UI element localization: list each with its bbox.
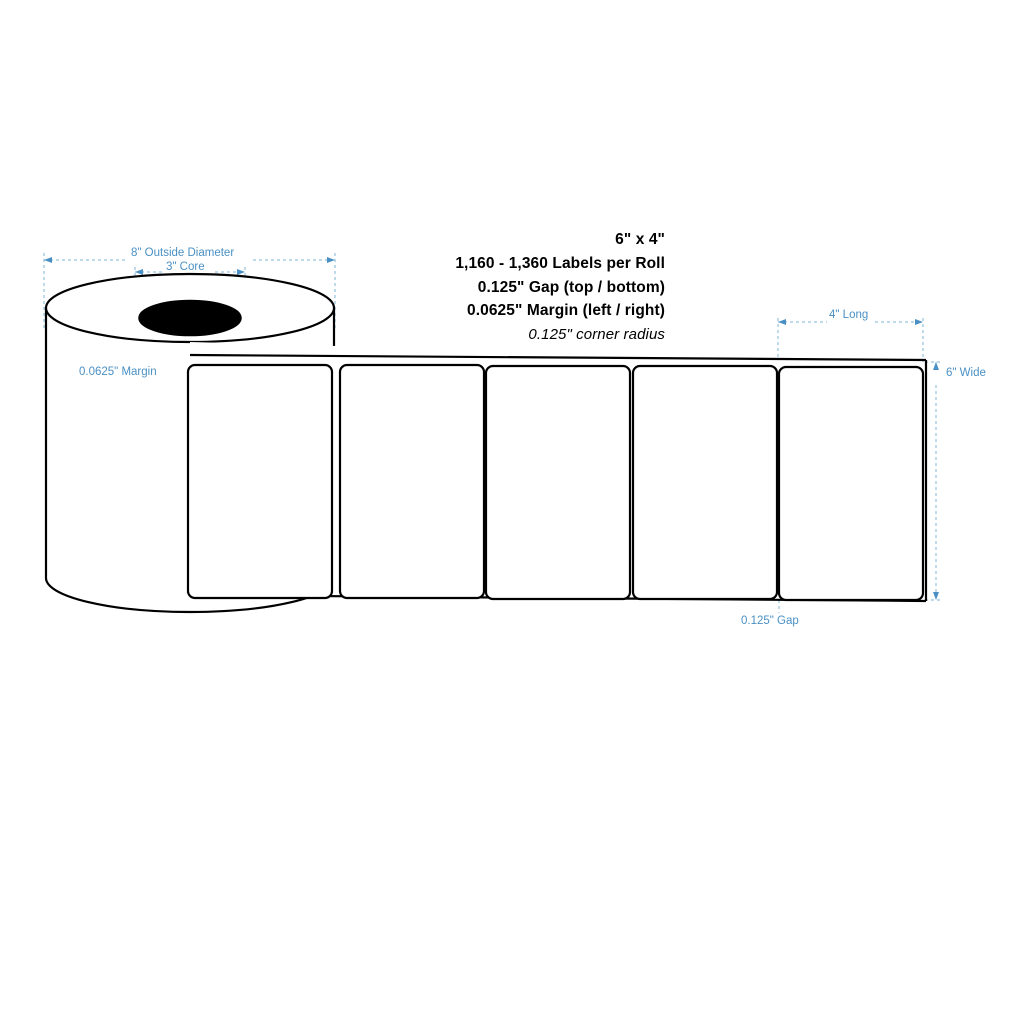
spec-labels-per-roll: 1,160 - 1,360 Labels per Roll <box>455 254 665 272</box>
spec-margin: 0.0625" Margin (left / right) <box>466 302 665 320</box>
dim-label-long: 4" Long <box>829 309 869 321</box>
dim-web-wide: 6" Wide <box>946 367 986 379</box>
dim-label-gap: 0.125" Gap <box>741 615 799 627</box>
label-item <box>188 365 332 598</box>
specification-block <box>380 232 665 342</box>
dim-margin-left: 0.0625" Margin <box>79 366 157 378</box>
spec-size: 6" x 4" <box>615 231 665 248</box>
label-item <box>779 367 923 600</box>
dim-outside-diameter: 8" Outside Diameter <box>131 247 235 259</box>
dim-core: 3" Core <box>166 261 205 273</box>
label-group <box>188 365 923 600</box>
spec-gap: 0.125" Gap (top / bottom) <box>477 278 665 296</box>
roll-core-hole <box>139 301 241 336</box>
label-item <box>340 365 484 598</box>
label-item <box>633 366 777 599</box>
spec-corner-radius: 0.125" corner radius <box>528 326 665 344</box>
label-item <box>486 366 630 599</box>
